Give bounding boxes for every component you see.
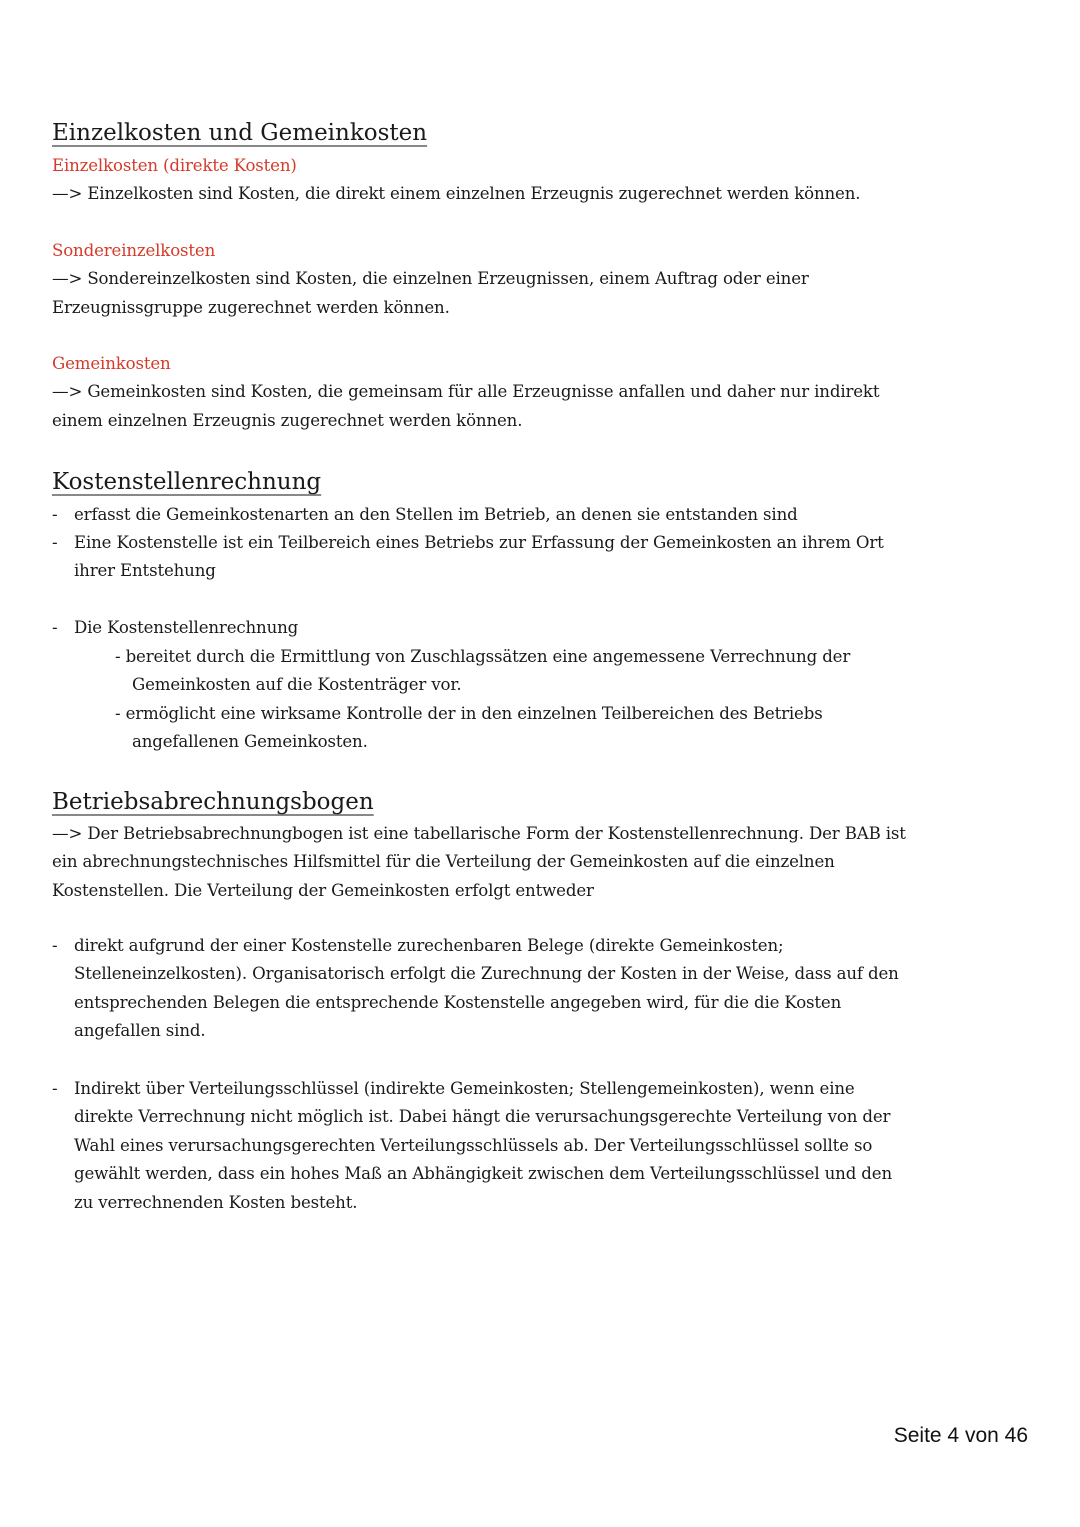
einzelkosten-text: —> Einzelkosten sind Kosten, die direkt einem einzelnen Erzeugnis zugerechnet werden können.: [52, 184, 861, 204]
bullet-text: angefallen sind.: [74, 1021, 206, 1041]
sondereinzelkosten-block: [52, 237, 809, 322]
bullet-text: Die Kostenstellenrechnung: [74, 618, 299, 637]
bullet-text: gewählt werden, dass ein hohes Maß an Abhängigkeit zwischen dem Verteilungsschlüssel und den: [74, 1164, 892, 1184]
gemeinkosten-label: Gemeinkosten: [52, 354, 171, 373]
bullet-item: [52, 1075, 892, 1217]
bullet-text: zu verrechnenden Kosten besteht.: [74, 1192, 358, 1212]
intro-text: Kostenstellen. Die Verteilung der Gemeinkosten erfolgt entweder: [52, 880, 594, 900]
bullet-text: direkt aufgrund der einer Kostenstelle zurechenbaren Belege (direkte Gemeinkosten;: [74, 936, 784, 955]
gemeinkosten-text: einem einzelnen Erzeugnis zugerechnet werden können.: [52, 410, 523, 430]
intro-text: ein abrechnungstechnisches Hilfsmittel für die Verteilung der Gemeinkosten auf die einzelnen: [52, 852, 835, 872]
bullet-item: [52, 529, 884, 586]
sub-bullet-text: - ermöglicht eine wirksame Kontrolle der in den einzelnen Teilbereichen des Betriebs: [115, 703, 823, 723]
bullet-text: Stelleneinzelkosten). Organisatorisch erfolgt die Zurechnung der Kosten in der Weise, dass auf den: [74, 964, 899, 984]
bab-intro: [52, 820, 906, 905]
sub-bullet-text: - bereitet durch die Ermittlung von Zuschlagssätzen eine angemessene Verrechnung der: [115, 647, 851, 666]
bullet-text: entsprechenden Belegen die entsprechende Kostenstelle angegeben wird, für die die Kosten: [74, 992, 842, 1012]
bullet-text: Indirekt über Verteilungsschlüssel (indirekte Gemeinkosten; Stellengemeinkosten), wenn eine: [74, 1079, 855, 1098]
gemeinkosten-block: [52, 350, 879, 435]
bullet-marker: -: [52, 1079, 58, 1098]
bullet-item: [52, 614, 298, 642]
sub-bullet-text: Gemeinkosten auf die Kostenträger vor.: [132, 675, 462, 695]
bullet-text: erfasst die Gemeinkostenarten an den Stellen im Betrieb, an denen sie entstanden sind: [74, 505, 798, 524]
sondereinzelkosten-label: Sondereinzelkosten: [52, 241, 216, 260]
bullet-marker: -: [52, 936, 58, 955]
bullet-marker: -: [52, 618, 58, 637]
bullet-text: ihrer Entstehung: [74, 561, 216, 581]
sub-bullet-text: angefallenen Gemeinkosten.: [132, 732, 368, 752]
heading-betriebsabrechnungsbogen: Betriebsabrechnungsbogen: [52, 789, 374, 815]
bullet-item: [52, 501, 798, 529]
bullet-text: Eine Kostenstelle ist ein Teilbereich eines Betriebs zur Erfassung der Gemeinkosten an ihrem Ort: [74, 533, 884, 552]
einzelkosten-block: [52, 152, 860, 209]
sondereinzelkosten-text: —> Sondereinzelkosten sind Kosten, die einzelnen Erzeugnissen, einem Auftrag oder einer: [52, 269, 809, 289]
gemeinkosten-text: —> Gemeinkosten sind Kosten, die gemeinsam für alle Erzeugnisse anfallen und daher nur indirekt: [52, 382, 880, 402]
intro-text: —> Der Betriebsabrechnungbogen ist eine tabellarische Form der Kostenstellenrechnung. Der BAB ist: [52, 824, 906, 843]
bullet-text: Wahl eines verursachungsgerechten Verteilungsschlüssels ab. Der Verteilungsschlüssel sollte so: [74, 1135, 873, 1155]
einzelkosten-label: Einzelkosten (direkte Kosten): [52, 156, 297, 175]
sondereinzelkosten-text: Erzeugnissgruppe zugerechnet werden können.: [52, 297, 450, 317]
page-number: Seite 4 von 46: [893, 1424, 1028, 1447]
bullet-text: direkte Verrechnung nicht möglich ist. Dabei hängt die verursachungsgerechte Verteilung von der: [74, 1107, 891, 1127]
heading-einzelkosten-gemeinkosten: Einzelkosten und Gemeinkosten: [52, 120, 428, 146]
bullet-marker: -: [52, 533, 58, 552]
bullet-marker: -: [52, 505, 58, 524]
sub-bullet-item: [115, 643, 850, 757]
heading-kostenstellenrechnung: Kostenstellenrechnung: [52, 469, 322, 495]
bullet-item: [52, 932, 899, 1046]
